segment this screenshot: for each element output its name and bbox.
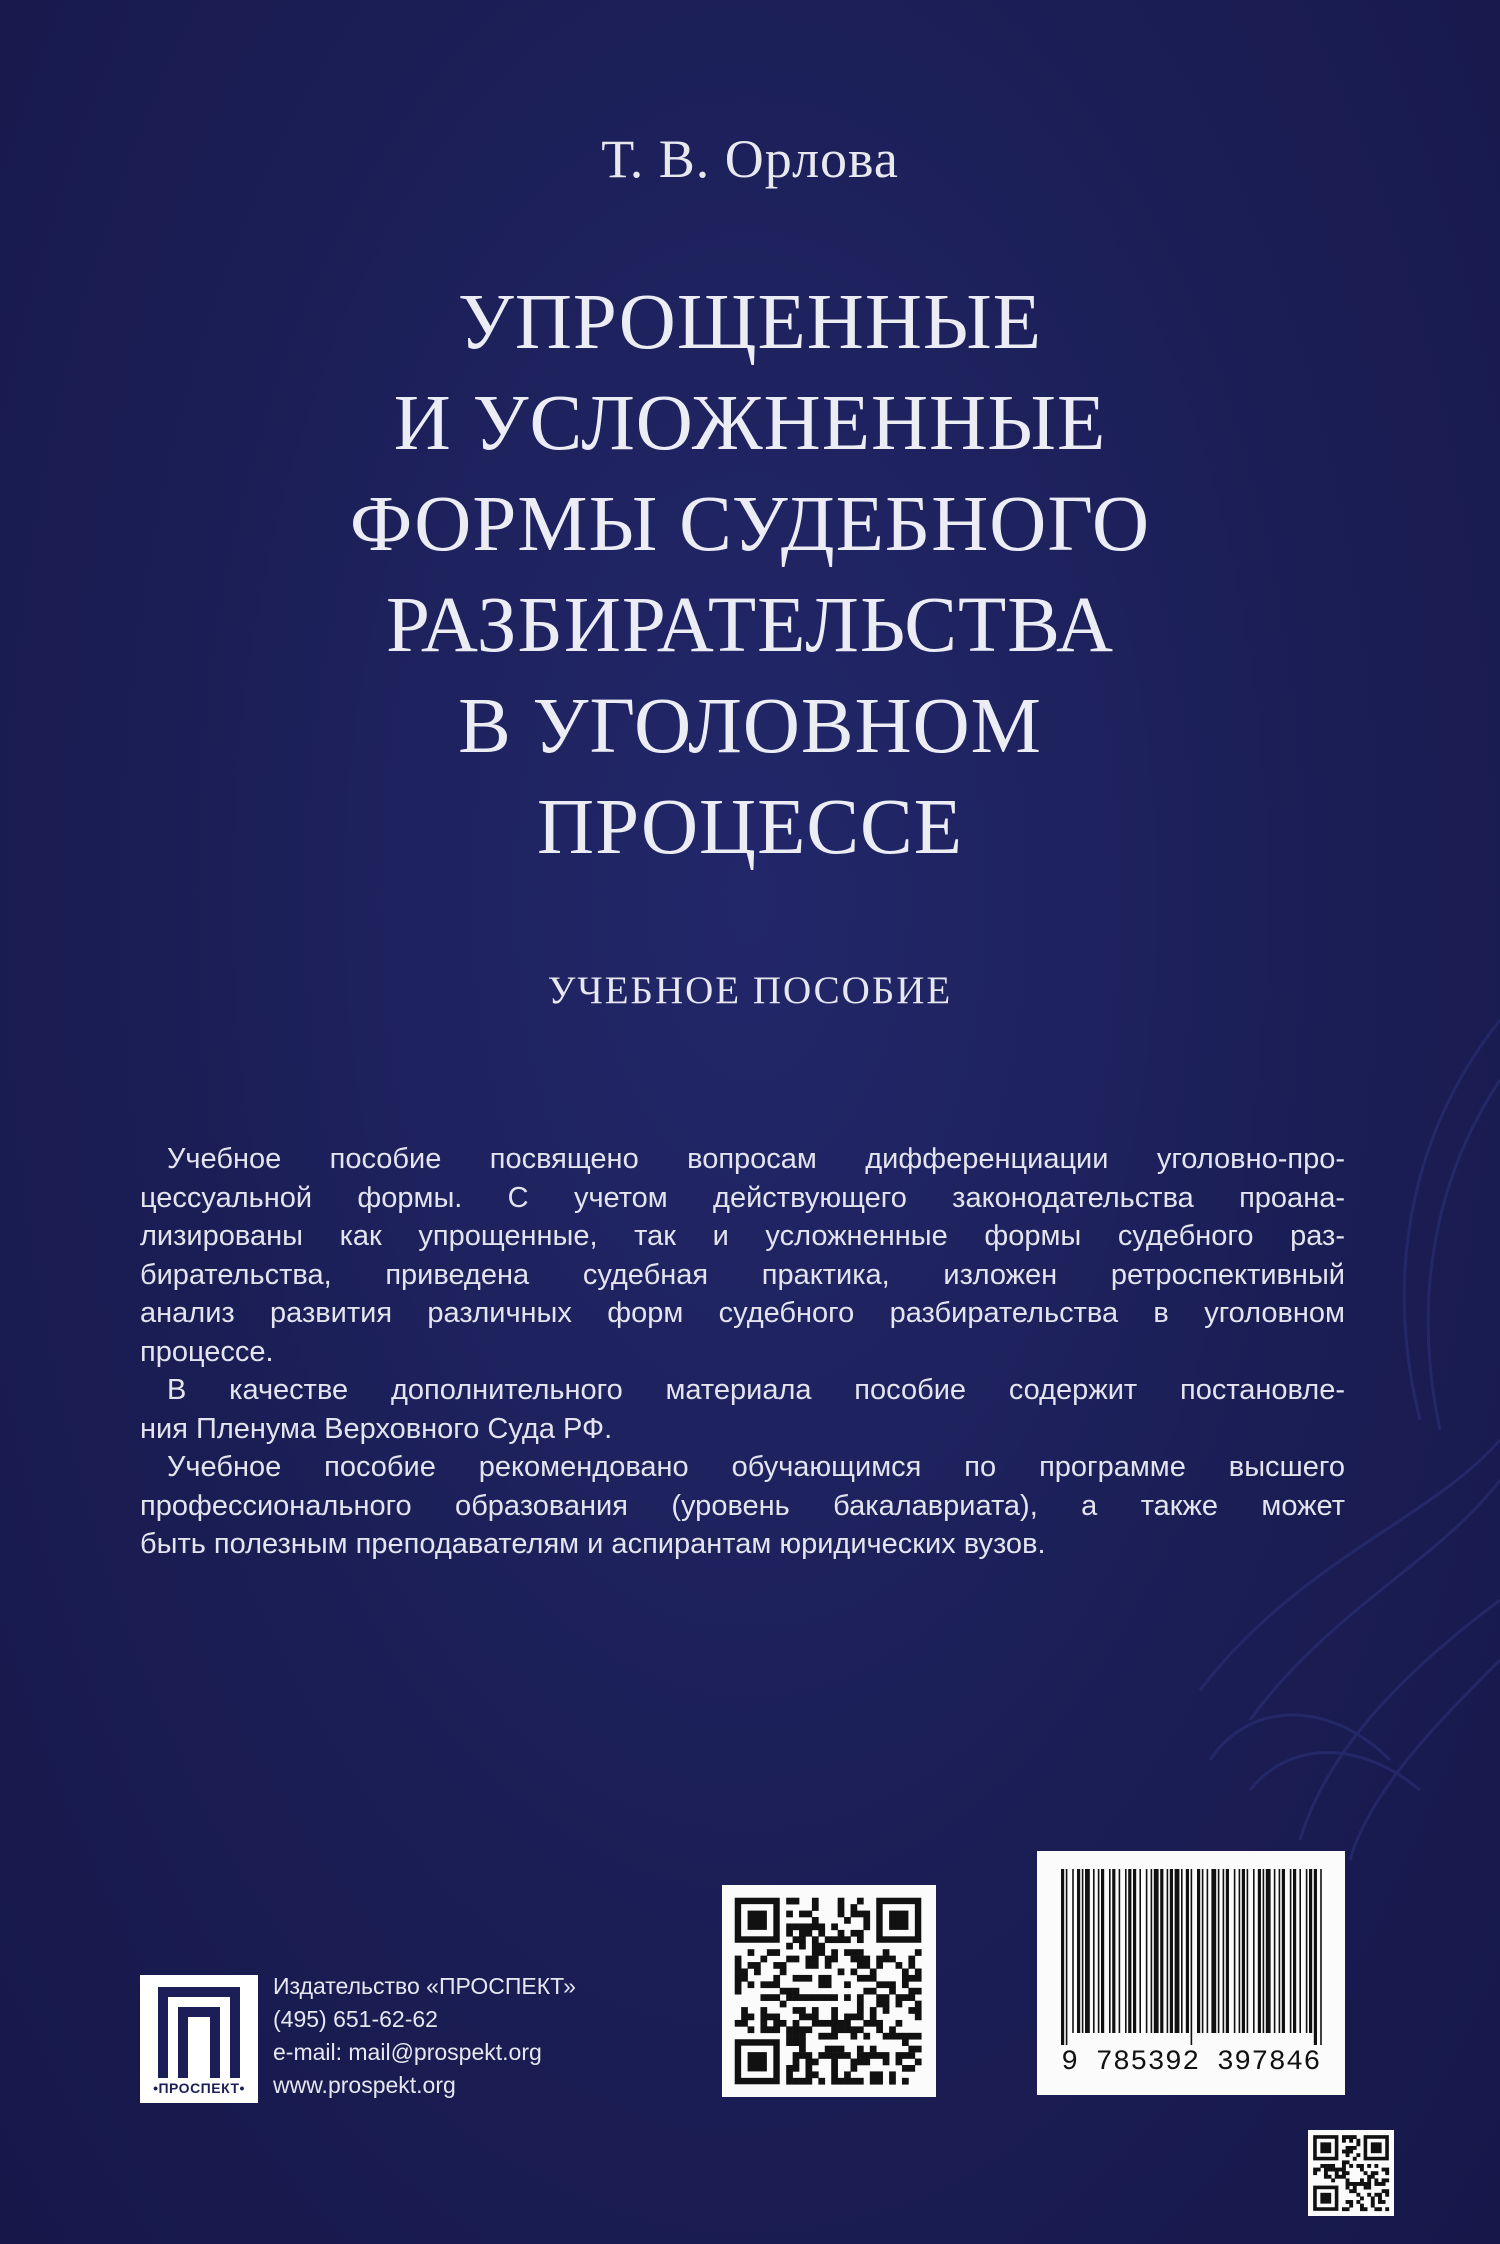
book-subtitle: УЧЕБНОЕ ПОСОБИЕ xyxy=(547,969,953,1012)
publisher-info xyxy=(273,1970,633,2102)
title-line: РАЗБИРАТЕЛЬСТВА xyxy=(385,582,1114,669)
annotation-line: бирательства, приведена судебная практика, изложен ретроспективный xyxy=(140,1258,1345,1291)
isbn-barcode-digits: 9 785392 397846 xyxy=(1061,2047,1321,2078)
publisher-email: e-mail: mail@prospekt.org xyxy=(273,2039,542,2065)
book-title xyxy=(0,272,1500,878)
publisher-name: Издательство «ПРОСПЕКТ» xyxy=(273,1973,576,1999)
annotation-line: анализ развития различных форм судебного разбирательства в уголовном xyxy=(140,1297,1345,1329)
annotation-line: Учебное пособие рекомендовано обучающимся по программе высшего xyxy=(167,1451,1345,1483)
publisher-website: www.prospekt.org xyxy=(273,2072,456,2098)
annotation-line: В качестве дополнительного материала пособие содержит постановле- xyxy=(167,1374,1345,1406)
annotation-line: Учебное пособие посвящено вопросам дифференциации уголовно-про- xyxy=(167,1143,1345,1175)
title-line: УПРОЩЕННЫЕ xyxy=(457,279,1043,366)
title-line: ФОРМЫ СУДЕБНОГО xyxy=(349,481,1151,568)
annotation-line: профессионального образования (уровень бакалавриата), а также может xyxy=(140,1489,1345,1522)
publisher-phone: (495) 651-62-62 xyxy=(273,2006,438,2032)
barcode-icon xyxy=(1055,1869,1327,2045)
isbn-barcode xyxy=(1037,1851,1345,2095)
publisher-logo-label: •ПРОСПЕКТ• xyxy=(140,2078,258,2098)
qr-code xyxy=(722,1885,936,2097)
annotation-line: цессуальной формы. С учетом действующего законодательства проана- xyxy=(140,1181,1345,1214)
annotation-line: лизированы как упрощенные, так и усложненные формы судебного раз- xyxy=(140,1220,1345,1252)
annotation-line: быть полезным преподавателям и аспирантам юридических вузов. xyxy=(140,1528,1046,1560)
book-annotation xyxy=(140,1140,1345,1564)
title-line: ПРОЦЕССЕ xyxy=(537,784,963,871)
annotation-line: ния Пленума Верховного Суда РФ. xyxy=(140,1412,613,1445)
qr-code-icon xyxy=(722,1885,936,2097)
small-qr-code xyxy=(1308,2130,1394,2216)
qr-code-icon xyxy=(1308,2130,1394,2216)
title-line: В УГОЛОВНОМ xyxy=(458,683,1042,770)
annotation-line: процессе. xyxy=(140,1335,274,1368)
author-name: Т. В. Орлова xyxy=(601,129,899,189)
title-line: И УСЛОЖНЕННЫЕ xyxy=(393,380,1107,467)
